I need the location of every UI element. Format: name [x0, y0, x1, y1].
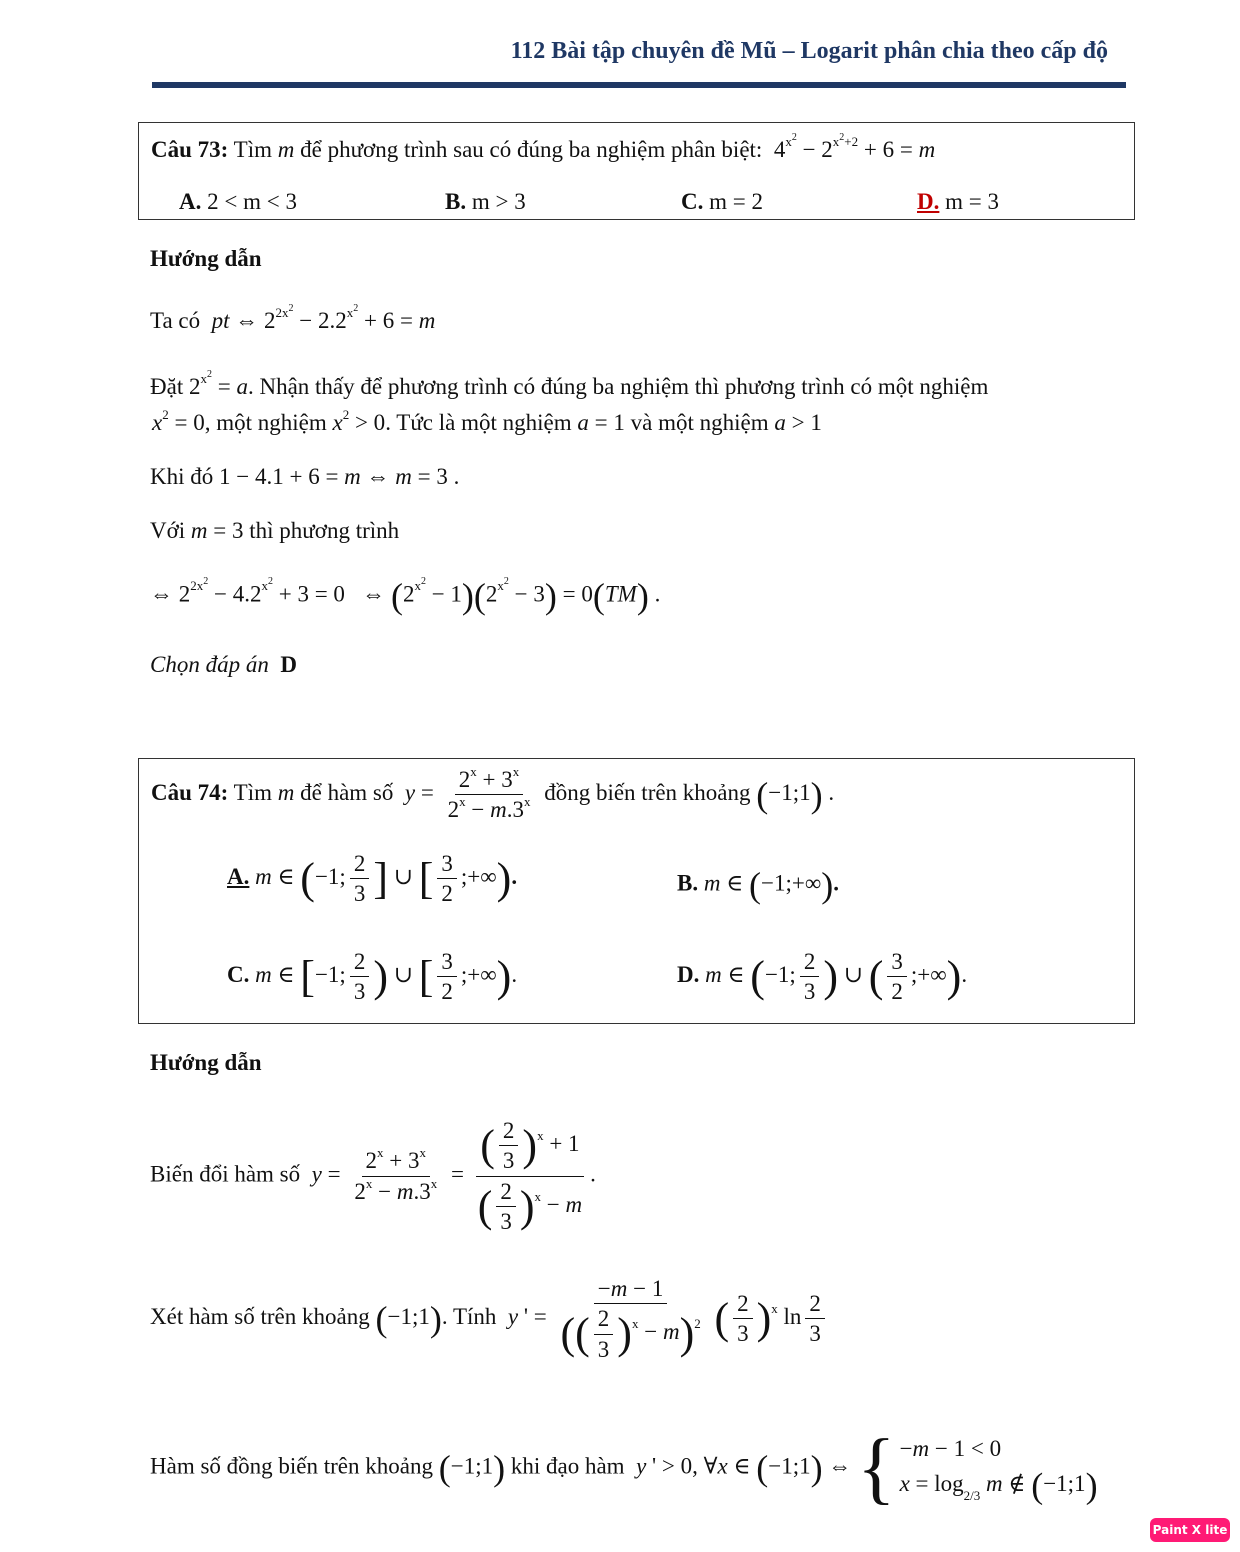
solution-73-line-6: ⇔ $2^{2x^2} - 4.2^{x^2} + 3 = 0$ ⇔ $(2^{x^2} - 1)(2^{x^2} - 3) = 0(TM)$ . — [150, 576, 661, 616]
fraction: $\frac{2^x + 3^x}{2^x - m.3^x}$ — [447, 764, 531, 823]
solution-74-line-1: Biến đổi hàm số y = $\frac{2^x + 3^x}{2^x - m.3^x}$ = ( $\frac{2}{3}$ )$^x$ + 1 ( $\frac{2}{3}$ )$^x$ − m . — [150, 1118, 596, 1234]
solution-73-line-3: $x^2 = 0$, một nghiệm $x^2 > 0$. Tức là một nghiệm a = 1 và một nghiệm a > 1 — [152, 407, 822, 435]
option-d[interactable]: D. m ∈ (−1; $\frac{2}{3}$ ) ∪ ( $\frac{3}{2}$ ;+∞). — [677, 949, 968, 1005]
option-b[interactable]: B. m ∈ (−1;+∞). — [677, 865, 839, 905]
question-73-label: Câu 73: — [151, 137, 229, 162]
solution-73-heading: Hướng dẫn — [150, 246, 262, 271]
solution-74-line-3: Hàm số đồng biến trên khoảng (−1;1) khi đạo hàm y ' > 0, ∀x ∈ (−1;1) ⇔ { −m − 1 < 0 $x = \log_{2/3} m$ ∉ (−1;1) — [150, 1424, 1098, 1512]
condition-system: { −m − 1 < 0 $x = \log_{2/3} m$ ∉ (−1;1) — [857, 1424, 1098, 1512]
question-73-text-rest: để phương trình sau có đúng ba nghiệm phân biệt: — [300, 137, 763, 162]
solution-73-line-5: Với m = 3 thì phương trình — [150, 518, 400, 543]
option-a-correct[interactable]: A. m ∈ (−1; $\frac{2}{3}$ ] ∪ [ $\frac{3}{2}$ ;+∞). — [227, 851, 518, 907]
option-a[interactable]: A. 2 < m < 3 — [179, 189, 297, 214]
question-73-var: m — [277, 137, 295, 162]
option-b[interactable]: B. m > 3 — [445, 189, 526, 214]
option-c[interactable]: C. m = 2 — [681, 189, 763, 214]
option-c[interactable]: C. m ∈ [−1; $\frac{2}{3}$ ) ∪ [ $\frac{3}{2}$ ;+∞). — [227, 949, 518, 1005]
solution-74-line-2: Xét hàm số trên khoảng (−1;1). Tính y ' = −m − 1 (( $\frac{2}{3}$ )$^x$ − m)$^2$ ( $\frac{2}{3}$ )$^x$ ln $\frac{2}{3}$ — [150, 1276, 829, 1362]
question-73-box — [138, 122, 1135, 220]
page-header-title: 112 Bài tập chuyên đề Mũ – Logarit phân chia theo cấp độ — [510, 38, 1108, 64]
solution-74-heading: Hướng dẫn — [150, 1050, 262, 1075]
solution-73-line-1: Ta có pt ⇔ $2^{2x^2} - 2.2^{x^2} + 6 = m$ — [150, 303, 436, 333]
question-74-stem: Câu 74: Tìm m để hàm số y = $\frac{2^x + 3^x}{2^x - m.3^x}$ đồng biến trên khoảng (−1;1) . — [151, 764, 835, 823]
question-73-equation: $4^{x^2} - 2^{x^2+2} + 6 = m$ — [768, 132, 936, 162]
option-d-correct[interactable]: D. m = 3 — [917, 189, 999, 214]
solution-73-answer: Chọn đáp án D — [150, 652, 297, 677]
question-74-box — [138, 758, 1135, 1024]
solution-73-line-4: Khi đó 1 − 4.1 + 6 = m ⇔ m = 3 . — [150, 464, 460, 489]
question-73-stem — [151, 132, 936, 163]
header-rule — [152, 82, 1126, 88]
solution-73-line-2: Đặt $2^{x^2} = a$. Nhận thấy để phương trình có đúng ba nghiệm thì phương trình có một nghiệm — [150, 369, 989, 399]
question-73-text: Tìm — [233, 137, 272, 162]
paint-x-lite-watermark: Paint X lite — [1150, 1518, 1230, 1542]
